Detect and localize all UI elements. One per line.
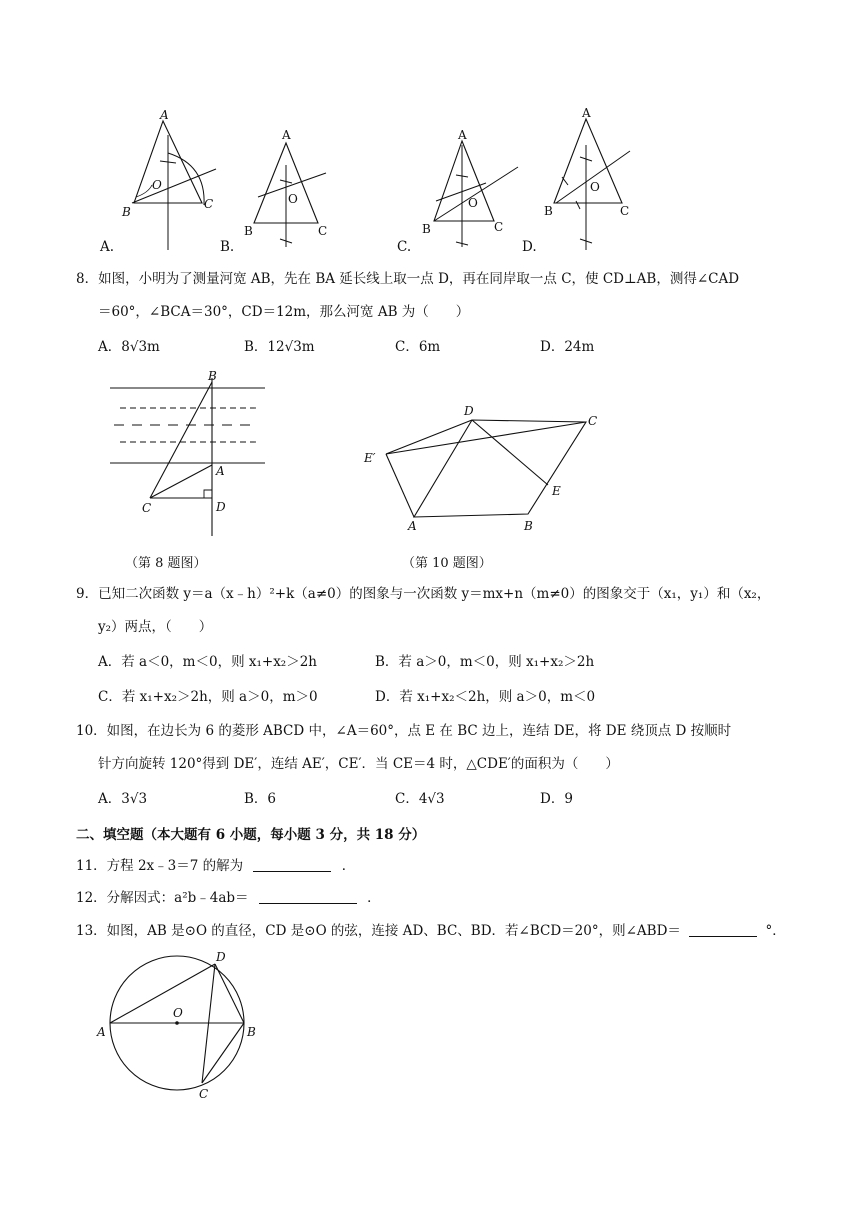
fig13-label-o: O	[173, 1006, 183, 1020]
q10-option-d[interactable]: D．9	[540, 791, 573, 807]
fig10-label-e: E	[552, 484, 561, 498]
q10-option-b[interactable]: B．6	[244, 791, 277, 807]
q7-option-d[interactable]: D.	[522, 239, 537, 255]
fig7d-label-b: B	[544, 204, 553, 218]
q7-option-c[interactable]: C.	[397, 239, 412, 255]
fig8-label-d: D	[216, 500, 226, 514]
q9-text-line2: y₂）两点，（ ）	[98, 619, 213, 635]
q7-figure-d	[542, 105, 652, 253]
fig7d-label-o: O	[590, 180, 600, 194]
section-fill-in-heading: 二、填空题（本大题有 6 小题，每小题 3 分，共 18 分）	[76, 827, 426, 843]
fig7b-label-o: O	[288, 192, 298, 206]
fig7a-label-a: A	[160, 108, 169, 122]
q9-option-b[interactable]: B．若 a＞0，m＜0，则 x₁+x₂＞2h	[375, 654, 595, 670]
fig13-circle-diagram	[95, 950, 270, 1105]
q12-text: 12．分解因式：a²b﹣4ab＝	[76, 890, 249, 906]
fig10-label-b: B	[524, 519, 533, 533]
q7-figure-c	[418, 125, 528, 250]
q11-text: 11．方程 2x﹣3＝7 的解为	[76, 858, 244, 874]
fig7b-label-b: B	[244, 224, 253, 238]
fig7d-label-a: A	[582, 106, 591, 120]
fig7d-label-c: C	[620, 204, 630, 218]
q8-option-d[interactable]: D．24m	[540, 339, 595, 355]
q13-row	[76, 922, 786, 940]
fig7b-label-a: A	[282, 128, 291, 142]
fig10-label-e-prime: E′	[364, 451, 376, 465]
fig7b-label-c: C	[318, 224, 328, 238]
fig10-label-d: D	[464, 404, 474, 418]
fig10-label-a: A	[408, 519, 417, 533]
fig8-caption: （第 8 题图）	[125, 556, 207, 571]
fig10-caption: （第 10 题图）	[402, 556, 492, 571]
fig7a-label-c: C	[204, 197, 214, 211]
q8-text-line1: 8．如图，小明为了测量河宽 AB，先在 BA 延长线上取一点 D，再在同岸取一点 C，使 CD⊥AB，测得∠CAD	[76, 271, 740, 287]
q9-option-d[interactable]: D．若 x₁+x₂＜2h，则 a＞0，m＜0	[375, 689, 596, 705]
fig8-label-b: B	[208, 369, 217, 383]
q12-text-end: ．	[367, 890, 381, 906]
fig13-label-b: B	[247, 1025, 256, 1039]
fig7c-label-c: C	[494, 220, 504, 234]
q8-text-line2: ＝60°，∠BCA＝30°，CD＝12m，那么河宽 AB 为（ ）	[98, 304, 470, 320]
q8-option-b[interactable]: B．12√3m	[244, 339, 315, 355]
fig8-label-c: C	[142, 501, 152, 515]
q11-row	[76, 857, 355, 875]
q13-answer-blank[interactable]	[689, 922, 757, 937]
fig7c-label-a: A	[458, 128, 467, 142]
fig10-label-c: C	[588, 414, 598, 428]
q7-option-a[interactable]: A.	[100, 239, 115, 255]
q13-text: 13．如图，AB 是⊙O 的直径，CD 是⊙O 的弦，连接 AD、BC、BD．若∠BCD＝20°，则∠ABD＝	[76, 923, 681, 939]
q10-text-line2: 针方向旋转 120°得到 DE′，连结 AE′，CE′．当 CE＝4 时，△CDE′的面积为（ ）	[98, 756, 619, 772]
q8-option-a[interactable]: A．8√3m	[98, 339, 160, 355]
q12-row	[76, 889, 381, 907]
q13-text-end: °．	[765, 923, 786, 939]
fig13-label-a: A	[97, 1025, 106, 1039]
fig10-rhombus-diagram	[360, 400, 610, 535]
q11-text-end: ．	[341, 858, 356, 874]
q8-option-c[interactable]: C．6m	[395, 339, 441, 355]
fig13-label-d: D	[216, 950, 226, 964]
fig7c-label-o: O	[468, 196, 478, 210]
fig8-label-a: A	[216, 464, 225, 478]
q9-option-c[interactable]: C．若 x₁+x₂＞2h，则 a＞0，m＞0	[98, 689, 318, 705]
q7-figure-b	[240, 125, 340, 250]
q7-figure-a	[118, 105, 223, 253]
fig8-river-diagram	[100, 368, 275, 543]
q10-text-line1: 10．如图，在边长为 6 的菱形 ABCD 中，∠A＝60°，点 E 在 BC 边上，连结 DE，将 DE 绕顶点 D 按顺时	[76, 723, 732, 739]
q9-option-a[interactable]: A．若 a＜0，m＜0，则 x₁+x₂＞2h	[98, 654, 318, 670]
q9-text-line1: 9．已知二次函数 y＝a（x﹣h）²+k（a≠0）的图象与一次函数 y＝mx+n（m≠0）的图象交于（x₁，y₁）和（x₂，	[76, 586, 771, 602]
q10-option-a[interactable]: A．3√3	[98, 791, 148, 807]
fig7c-label-b: B	[422, 222, 431, 236]
q11-answer-blank[interactable]	[253, 857, 331, 872]
fig7a-label-b: B	[122, 205, 131, 219]
q7-option-b[interactable]: B.	[220, 239, 235, 255]
fig13-label-c: C	[199, 1087, 209, 1101]
q12-answer-blank[interactable]	[259, 889, 357, 904]
fig7a-label-o: O	[152, 178, 162, 192]
q10-option-c[interactable]: C．4√3	[395, 791, 445, 807]
